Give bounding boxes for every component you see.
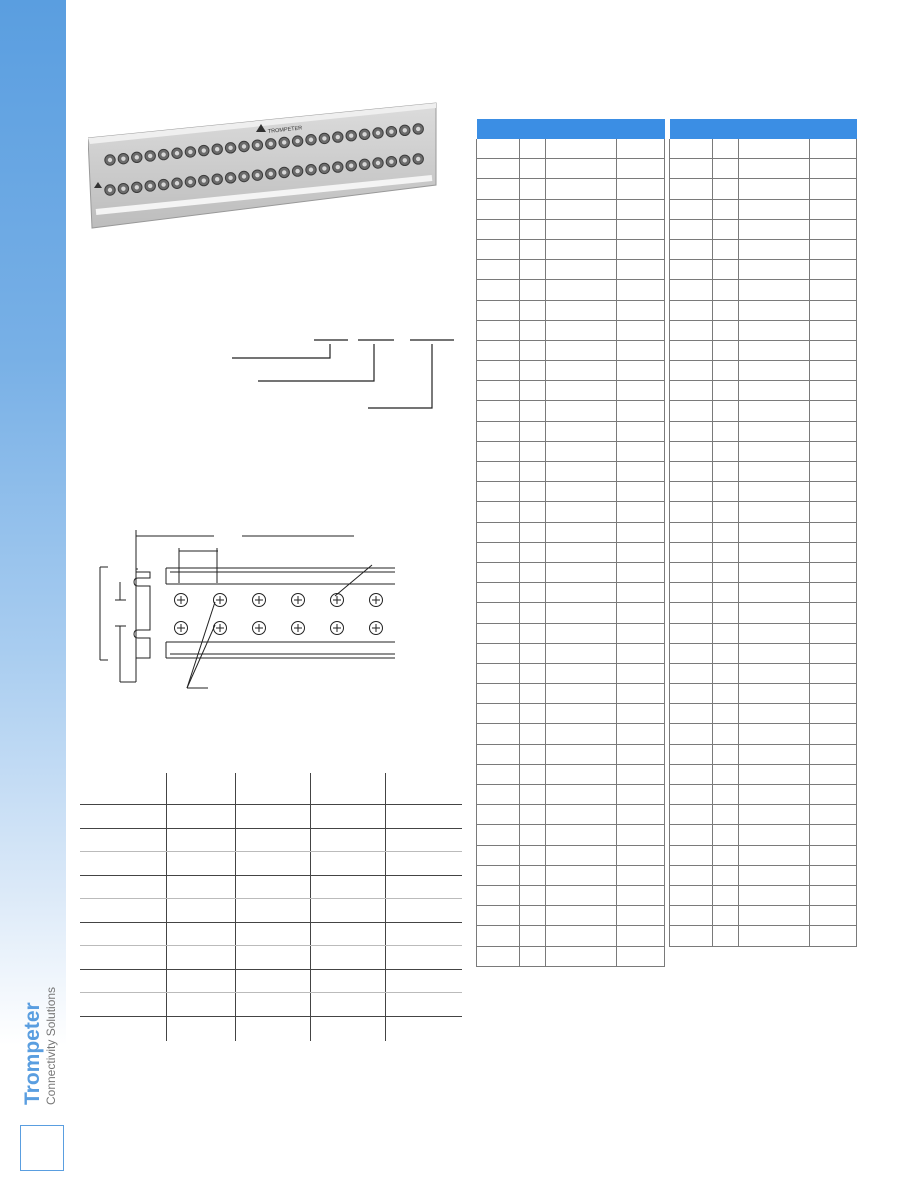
- mounting-holes: [175, 594, 383, 635]
- table-row: [670, 300, 857, 320]
- table-row: [670, 744, 857, 764]
- table-row: [477, 623, 665, 643]
- table-row: [670, 421, 857, 441]
- table-row: [477, 441, 665, 461]
- table-row: [670, 704, 857, 724]
- table-row: [670, 684, 857, 704]
- table-row: [477, 562, 665, 582]
- table-row: [477, 219, 665, 239]
- table-row: [670, 845, 857, 865]
- table-row: [670, 623, 857, 643]
- table-row: [670, 865, 857, 885]
- table-row: [477, 643, 665, 663]
- table-row: [670, 280, 857, 300]
- brand-name: Trompeter: [21, 1002, 44, 1105]
- table-row: [670, 885, 857, 905]
- table-row: [477, 462, 665, 482]
- table-row: [670, 139, 857, 159]
- table-row: [477, 300, 665, 320]
- table-row: [670, 522, 857, 542]
- table-row: [670, 764, 857, 784]
- table-row: [477, 159, 665, 179]
- table-row: [477, 522, 665, 542]
- table-row: [477, 744, 665, 764]
- table-row: [670, 482, 857, 502]
- table-row: [477, 885, 665, 905]
- table-row: [477, 542, 665, 562]
- table-row: [477, 139, 665, 159]
- table-row: [477, 401, 665, 421]
- table-row: [477, 805, 665, 825]
- table-row: [477, 906, 665, 926]
- panel-diagrams: [90, 320, 470, 700]
- table-row: [477, 502, 665, 522]
- table-row: [477, 421, 665, 441]
- brand-tagline: Connectivity Solutions: [44, 986, 58, 1105]
- table-row: [477, 260, 665, 280]
- table-row: [477, 340, 665, 360]
- table-row: [670, 603, 857, 623]
- table-row: [477, 684, 665, 704]
- table-row: [670, 159, 857, 179]
- spec-table: [80, 773, 462, 1041]
- table-row: [670, 320, 857, 340]
- table-row: [477, 603, 665, 623]
- patch-panel-photo: [88, 100, 438, 230]
- table-row: [670, 179, 857, 199]
- ordering-code-diagram: [232, 340, 454, 408]
- table-row: [670, 441, 857, 461]
- table-row: [670, 906, 857, 926]
- table-row: [670, 361, 857, 381]
- table-row: [670, 502, 857, 522]
- table-row: [477, 946, 665, 966]
- table-row: [670, 542, 857, 562]
- table-row: [670, 260, 857, 280]
- table-row: [477, 179, 665, 199]
- table-row: [670, 583, 857, 603]
- table-row: [670, 340, 857, 360]
- table-row: [670, 643, 857, 663]
- table-row: [477, 320, 665, 340]
- table-row: [477, 583, 665, 603]
- table-row: [670, 381, 857, 401]
- table-row: [477, 845, 665, 865]
- brand-logo: [22, 965, 58, 1105]
- page-number-box: [20, 1125, 64, 1171]
- table-row: [477, 865, 665, 885]
- table-row: [670, 785, 857, 805]
- table-row: [477, 199, 665, 219]
- table-row: [477, 280, 665, 300]
- table-row: [477, 724, 665, 744]
- table-row: [477, 361, 665, 381]
- table-row: [477, 663, 665, 683]
- mechanical-drawing: [100, 530, 395, 688]
- table-row: [670, 401, 857, 421]
- table-row: [670, 219, 857, 239]
- table-row: [670, 462, 857, 482]
- table-row: [670, 663, 857, 683]
- table-row: [670, 805, 857, 825]
- table-row: [670, 724, 857, 744]
- table-row: [477, 825, 665, 845]
- table-row: [477, 926, 665, 946]
- pin-table-left: [476, 119, 665, 967]
- table-row: [670, 926, 857, 946]
- table-row: [477, 704, 665, 724]
- table-row: [477, 239, 665, 259]
- pin-table-right: [669, 119, 857, 947]
- table-row: [670, 199, 857, 219]
- table-row: [670, 239, 857, 259]
- table-row: [477, 764, 665, 784]
- table-row: [477, 482, 665, 502]
- table-row: [477, 381, 665, 401]
- panel-brand-text: TROMPETER: [267, 125, 303, 135]
- table-row: [670, 825, 857, 845]
- table-row: [670, 562, 857, 582]
- table-row: [477, 785, 665, 805]
